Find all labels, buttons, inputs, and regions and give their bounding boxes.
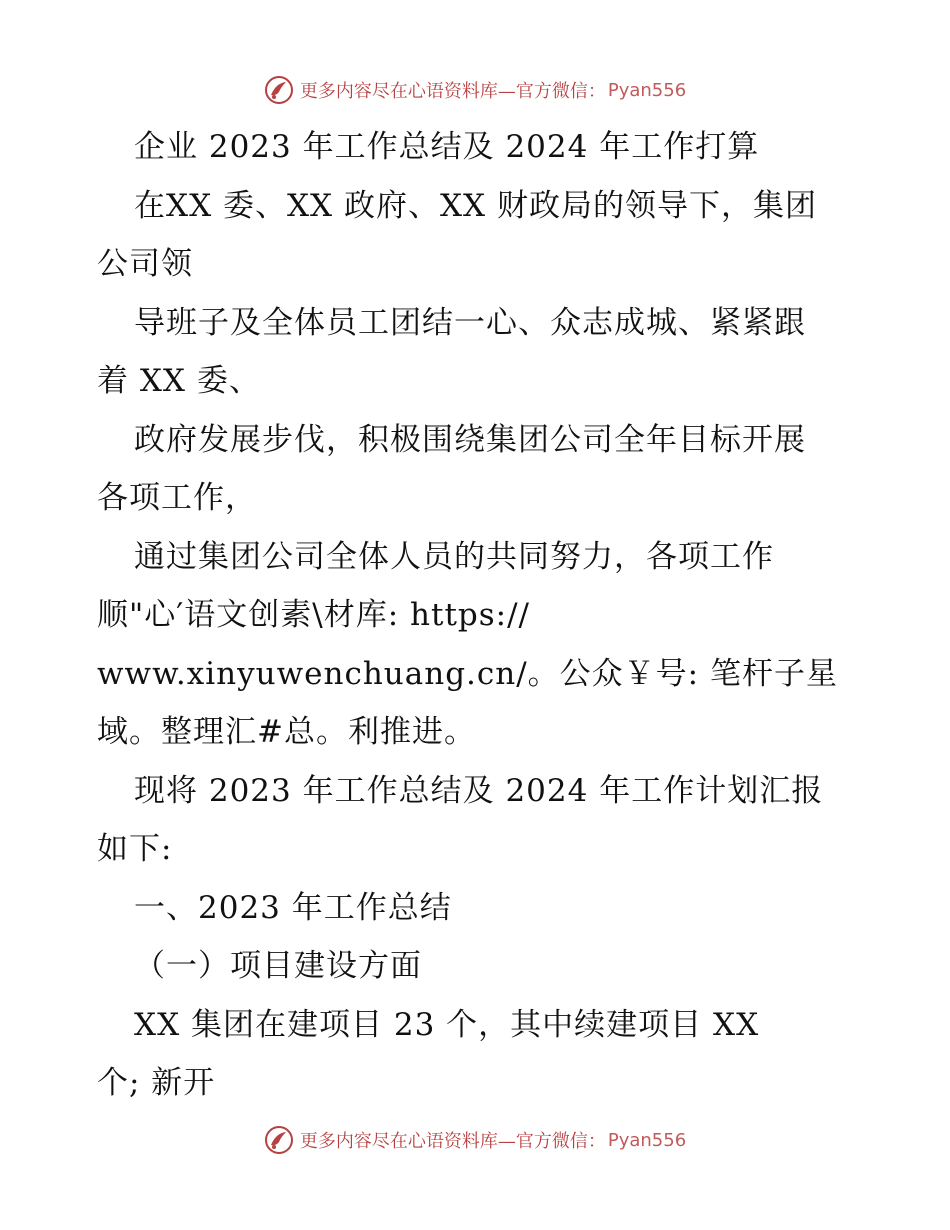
paragraph-line: 公司领 [97,246,193,282]
paragraph-line: 政府发展步伐，积极围绕集团公司全年目标开展 [134,422,806,458]
watermark-brand: Pyan556 [607,1129,687,1151]
paragraph-line: 导班子及全体员工团结一心、众志成城、紧紧跟 [134,305,806,341]
subsection-heading: （一）项目建设方面 [134,948,422,984]
watermark-brand: Pyan556 [607,79,687,101]
paragraph-line: 着 XX 委、 [97,363,261,399]
paragraph-line: 域。整理汇#总。利推进。 [97,714,476,750]
paragraph-line: 现将 2023 年工作总结及 2024 年工作计划汇报 [134,773,824,809]
paragraph-line: XX 集团在建项目 23 个，其中续建项目 XX [134,1007,760,1043]
watermark-logo-icon [264,1125,294,1155]
watermark-text: 更多内容尽在心语资料库—官方微信： [299,1131,606,1152]
footer-watermark [0,1120,950,1160]
paragraph-line: 在XX 委、XX 政府、XX 财政局的领导下，集团 [134,188,817,224]
paragraph-line: 如下: [97,831,173,867]
paragraph-line: 顺"心′语文创素\材库: https:// [97,597,531,633]
paragraph-line: www.xinyuwenchuang.cn/。公众￥号: 笔杆子星 [97,656,838,692]
document-title: 企业 2023 年工作总结及 2024 年工作打算 [134,129,760,165]
watermark-text: 更多内容尽在心语资料库—官方微信： [299,81,606,102]
paragraph-line: 各项工作， [97,480,257,516]
section-heading: 一、2023 年工作总结 [134,890,452,926]
paragraph-line: 通过集团公司全体人员的共同努力，各项工作 [134,539,774,575]
paragraph-line: 个; 新开 [97,1065,216,1101]
